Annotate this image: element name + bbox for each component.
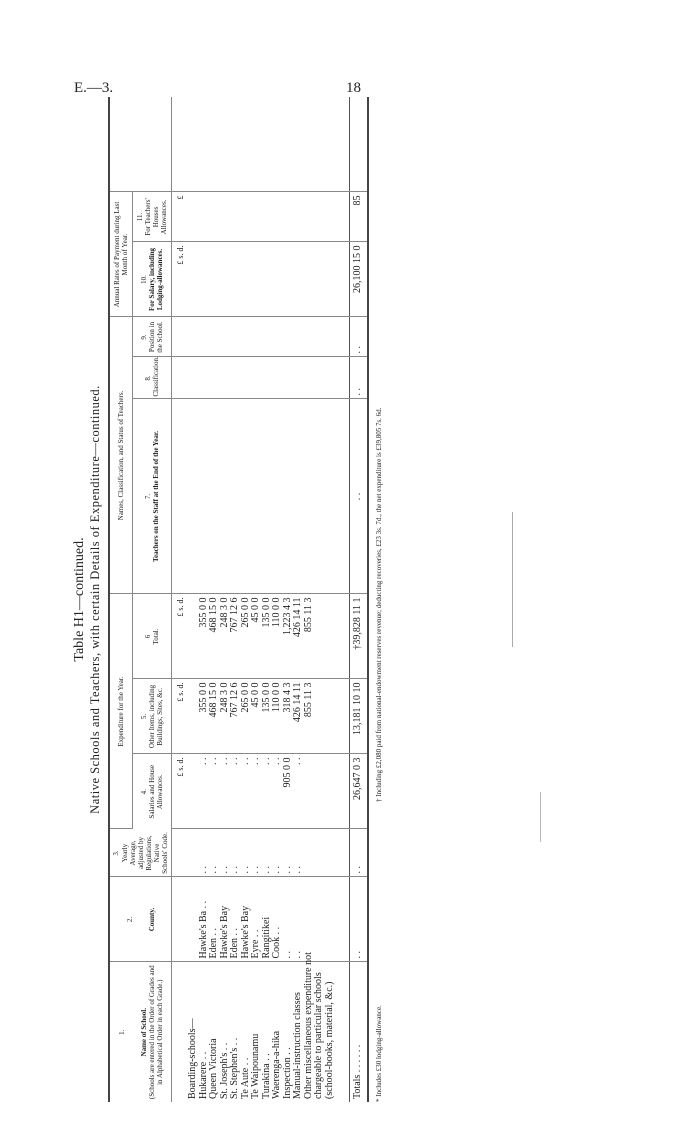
empty-cell [220, 399, 231, 594]
empty-cell [283, 192, 294, 242]
col-position-num: 9. [139, 334, 148, 340]
cell-county [304, 877, 315, 962]
cell-c5: 318 4 3 [283, 679, 294, 754]
cell-c4 [325, 754, 336, 829]
cell-school: Queen Victoria [208, 1038, 220, 1099]
col-average-num: 3. [112, 850, 121, 856]
empty-cell [209, 399, 220, 594]
unit-cell: £ s. d. [171, 679, 188, 754]
col-other-label: Other Items, including Buildings, Sites, &c. [147, 684, 164, 749]
empty-cell [304, 357, 315, 399]
empty-cell [314, 357, 325, 399]
footnote-lodging: * Includes £30 lodging-allowance. [374, 1005, 383, 1102]
empty-cell [241, 357, 252, 399]
totals-row [350, 97, 368, 1102]
empty-cell [272, 242, 283, 317]
cell-c6: 135 0 0 [262, 594, 273, 679]
table-row [304, 97, 315, 1102]
margin-rule [540, 792, 541, 842]
empty-cell [283, 97, 294, 192]
page-number: 18 [346, 80, 361, 96]
spacer-row [335, 97, 350, 1102]
cell-c5: 468 15 0 [209, 679, 220, 754]
empty-cell [262, 242, 273, 317]
empty-cell [283, 317, 294, 357]
cell-county: Eyre . . [251, 877, 262, 962]
cell-county: Hawke's Ba . . [199, 877, 210, 962]
cell-c6: 110 0 0 [272, 594, 283, 679]
empty-cell [230, 192, 241, 242]
empty-cell [293, 192, 304, 242]
rotated-table-block [72, 97, 442, 1102]
col-school-header [109, 962, 171, 1102]
cell-c3: . . [241, 829, 252, 877]
col-houses-header [132, 192, 171, 242]
cell-school: Hukarere . . [197, 1051, 209, 1099]
cell-county: Eden . . [209, 877, 220, 962]
empty-cell [262, 97, 273, 192]
cell-c6: 426 14 11 [293, 594, 304, 679]
table-caption [72, 97, 102, 1102]
cell-county: . . [283, 877, 294, 962]
empty-cell [209, 317, 220, 357]
cell-c4: . . [230, 754, 241, 829]
col-teachers-label: Teachers on the Staff at the End of the Year. [151, 430, 160, 563]
col-total-label: Total. [151, 628, 160, 645]
empty-cell [251, 399, 262, 594]
empty-cell [272, 97, 283, 192]
empty-cell [188, 97, 199, 192]
group-names: Names, Classification, and Status of Teachers. [109, 317, 132, 594]
col-houses-label: For Teachers' Houses Allowances. [143, 198, 168, 236]
footnotes [375, 97, 383, 1102]
cell-c6: 1,223 4 3 [283, 594, 294, 679]
col-classification-header [132, 357, 171, 399]
cell-c4: . . [241, 754, 252, 829]
empty-cell [314, 317, 325, 357]
col-county-num: 2. [125, 916, 134, 923]
col-school-num: 1. [117, 1029, 126, 1035]
cell-school: Turakina . . [260, 1053, 272, 1099]
group-rates: Annual Rates of Payment during Last Month of Year. [109, 192, 132, 317]
empty-cell [251, 357, 262, 399]
cell-c3: . . [283, 829, 294, 877]
totals-total: †39,828 11 1 [350, 594, 368, 679]
empty-cell [199, 192, 210, 242]
group-expenditure: Expenditure for the Year. [109, 594, 132, 829]
cell-c5: 248 3 0 [220, 679, 231, 754]
table-row [325, 97, 336, 1102]
cell-c3: . . [262, 829, 273, 877]
cell-county: . . [293, 877, 304, 962]
table-title: Native Schools and Teachers, with certain Details of Expenditure—continued. [88, 385, 103, 814]
cell-school: chargeable to particular schools [313, 972, 325, 1099]
empty-cell [325, 192, 336, 242]
empty-cell [251, 242, 262, 317]
col-position-header [132, 317, 171, 357]
cell-c6 [314, 594, 325, 679]
cell-c3: . . [199, 829, 210, 877]
units-row [171, 97, 188, 1102]
totals-classification: . . [350, 357, 368, 399]
cell-c4: . . [251, 754, 262, 829]
cell-school: Waerenga-a-hika [271, 1030, 283, 1099]
empty-cell [283, 242, 294, 317]
empty-cell [304, 192, 315, 242]
empty-cell [199, 242, 210, 317]
totals-houses: 85 [350, 192, 368, 242]
empty-cell [241, 97, 252, 192]
cell-school: Manual-instruction classes [292, 992, 304, 1099]
cell-c3: . . [272, 829, 283, 877]
empty-cell [188, 242, 199, 317]
empty-cell [251, 97, 262, 192]
cell-school: (school-books, material, &c.) [323, 981, 335, 1099]
empty-cell [314, 399, 325, 594]
empty-cell [272, 317, 283, 357]
unit-cell: £ s. d. [171, 754, 188, 829]
page-code: E.—3. [74, 80, 114, 96]
empty-cell [304, 399, 315, 594]
unit-cell: £ s. d. [171, 594, 188, 679]
col-classification-label: Classification. [151, 356, 160, 397]
totals-position: . . [350, 317, 368, 357]
cell-c4: . . [262, 754, 273, 829]
empty-cell [199, 357, 210, 399]
cell-school: Boarding-schools— [187, 1018, 199, 1099]
col-county-header [109, 877, 171, 962]
empty-cell [188, 357, 199, 399]
col-salary-rate-label: For Salary, including Lodging-allowances. [147, 247, 164, 312]
empty-cell [325, 399, 336, 594]
col-salary-rate-num: 10. [139, 275, 148, 284]
cell-c4: . . [272, 754, 283, 829]
cell-c3: . . [230, 829, 241, 877]
empty-cell [220, 317, 231, 357]
cell-c6: 45 0 0 [251, 594, 262, 679]
empty-cell [209, 192, 220, 242]
col-school-label: Name of School. [139, 1008, 148, 1057]
empty-cell [209, 97, 220, 192]
totals-other: 13,181 10 10 [350, 679, 368, 754]
empty-cell [188, 192, 199, 242]
cell-c5: 135 0 0 [262, 679, 273, 754]
empty-cell [262, 192, 273, 242]
empty-cell [293, 399, 304, 594]
empty-cell [325, 242, 336, 317]
empty-cell [251, 192, 262, 242]
margin-rule [512, 512, 513, 647]
cell-school: Te Aute . . [239, 1057, 251, 1099]
col-position-label: Position in the School. [147, 321, 164, 353]
empty-cell [325, 97, 336, 192]
empty-cell [283, 399, 294, 594]
empty-cell [251, 317, 262, 357]
totals-salaries: 26,647 0 3 [350, 754, 368, 829]
cell-school: Inspection . . [281, 1047, 293, 1099]
cell-c4 [188, 754, 199, 829]
totals-county: . . [350, 877, 368, 962]
empty-cell [262, 399, 273, 594]
col-school-sub: (Schools are entered in the Order of Grades and in Alphabetical Order in each Grade.) [147, 965, 164, 1100]
col-other-num: 5. [139, 713, 148, 720]
empty-cell [209, 242, 220, 317]
cell-c4: . . [220, 754, 231, 829]
cell-school: Other miscellaneous expenditure not [302, 952, 314, 1099]
cell-c4: . . [293, 754, 304, 829]
cell-c5: 110 0 0 [272, 679, 283, 754]
cell-c3 [314, 829, 325, 877]
col-salaries-num: 4. [139, 789, 148, 795]
col-total-num: 6 [143, 634, 152, 639]
cell-c6: 355 0 0 [199, 594, 210, 679]
cell-c6: 468 15 0 [209, 594, 220, 679]
cell-c4: . . [209, 754, 220, 829]
cell-c6: 248 3 0 [220, 594, 231, 679]
unit-cell: £ s. d. [171, 242, 188, 317]
totals-salary-rate: 26,100 15 0 [350, 242, 368, 317]
col-salaries-label: Salaries and House Allowances. [147, 764, 164, 819]
empty-cell [199, 317, 210, 357]
totals-average: . . [350, 829, 368, 877]
cell-c6: 767 12 6 [230, 594, 241, 679]
cell-c3: . . [220, 829, 231, 877]
empty-cell [230, 399, 241, 594]
empty-cell [293, 242, 304, 317]
empty-cell [325, 357, 336, 399]
empty-cell [304, 97, 315, 192]
empty-cell [220, 192, 231, 242]
cell-c6 [325, 594, 336, 679]
empty-cell [220, 242, 231, 317]
empty-cell [230, 317, 241, 357]
cell-c3 [304, 829, 315, 877]
table-row [314, 97, 325, 1102]
empty-cell [199, 97, 210, 192]
empty-cell [188, 399, 199, 594]
col-total-header [132, 594, 171, 679]
empty-cell [304, 242, 315, 317]
col-average-header [109, 829, 171, 877]
cell-school: St. Stephen's . . [229, 1037, 241, 1099]
cell-c3: . . [251, 829, 262, 877]
col-teachers-header [132, 399, 171, 594]
cell-c4 [304, 754, 315, 829]
totals-teachers: . . [350, 399, 368, 594]
cell-c5 [325, 679, 336, 754]
cell-c6: 265 0 0 [241, 594, 252, 679]
empty-cell [241, 399, 252, 594]
cell-school: Te Waipounamu [250, 1033, 262, 1099]
cell-county [314, 877, 325, 962]
empty-cell [293, 317, 304, 357]
empty-cell [293, 97, 304, 192]
empty-cell [188, 317, 199, 357]
cell-county: Rangitikei [262, 877, 273, 962]
cell-county: Eden . . [230, 877, 241, 962]
empty-cell [304, 317, 315, 357]
cell-c3 [325, 829, 336, 877]
cell-c5 [314, 679, 325, 754]
cell-county: Cook . . [272, 877, 283, 962]
empty-cell [209, 357, 220, 399]
cell-county: Hawke's Bay [241, 877, 252, 962]
empty-cell [325, 317, 336, 357]
empty-cell [241, 192, 252, 242]
table-label: Table H1—continued. [72, 537, 87, 662]
col-classification-num: 8. [143, 375, 152, 381]
cell-c5: 45 0 0 [251, 679, 262, 754]
empty-cell [314, 192, 325, 242]
cell-c6: 855 11 3 [304, 594, 315, 679]
blank-header [109, 97, 171, 192]
empty-cell [241, 242, 252, 317]
empty-cell [272, 399, 283, 594]
totals-label: Totals . . . . . . [350, 962, 368, 1102]
cell-school: St. Joseph's . . [218, 1042, 230, 1099]
col-teachers-num: 7. [143, 493, 152, 500]
col-salary-rate-header [132, 242, 171, 317]
cell-c5: 265 0 0 [241, 679, 252, 754]
cell-c4: . . [199, 754, 210, 829]
empty-cell [199, 399, 210, 594]
expenditure-table [108, 97, 368, 1102]
empty-cell [314, 242, 325, 317]
cell-c5: 767 12 6 [230, 679, 241, 754]
empty-cell [230, 242, 241, 317]
col-county-label: County. [147, 907, 156, 932]
empty-cell [283, 357, 294, 399]
empty-cell [220, 97, 231, 192]
col-salaries-header [132, 754, 171, 829]
empty-cell [262, 357, 273, 399]
col-other-header [132, 679, 171, 754]
empty-cell [293, 357, 304, 399]
cell-county: Hawke's Bay [220, 877, 231, 962]
cell-c3: . . [293, 829, 304, 877]
cell-c5: 426 14 11 [293, 679, 304, 754]
empty-cell [314, 97, 325, 192]
empty-cell [220, 357, 231, 399]
empty-cell [230, 97, 241, 192]
empty-cell [262, 317, 273, 357]
cell-c5: 855 11 3 [304, 679, 315, 754]
empty-cell [241, 317, 252, 357]
empty-cell [272, 192, 283, 242]
cell-c5: 355 0 0 [199, 679, 210, 754]
cell-c3: . . [209, 829, 220, 877]
empty-cell [272, 357, 283, 399]
unit-cell: £ [171, 192, 188, 242]
col-average-label: Yearly Average, adjusted by Regulations, Native Schools' Code. [120, 832, 169, 874]
footnote-endowment: † Including £2,080 paid from national-endowment reserves revenue; deducting recoveries, £23 3s. 7d., the net expenditure is £39,805 7s. 6d. [374, 407, 383, 802]
cell-c4 [314, 754, 325, 829]
empty-cell [230, 357, 241, 399]
cell-county [325, 877, 336, 962]
col-houses-num: 11. [135, 212, 144, 222]
cell-c4: 905 0 0 [283, 754, 294, 829]
